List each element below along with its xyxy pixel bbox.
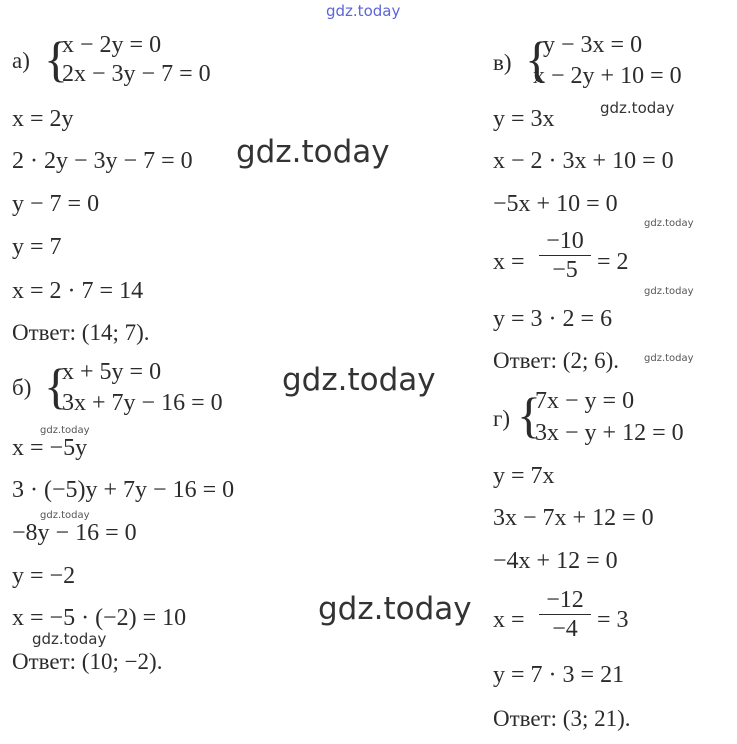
fraction-bar <box>539 255 591 256</box>
step-a-4: y = 7 <box>12 234 62 260</box>
step-b-4: y = −2 <box>12 563 76 589</box>
step-a-1: x = 2y <box>12 106 74 132</box>
brace-icon: { <box>44 31 68 87</box>
step-a-3: y − 7 = 0 <box>12 191 100 217</box>
answer-b: Ответ: (10; −2). <box>12 649 163 674</box>
brace-icon: { <box>517 387 541 443</box>
part-label-a: а) <box>12 48 30 73</box>
step-v-2: x − 2 · 3x + 10 = 0 <box>493 148 674 174</box>
fraction-v-numerator: −10 <box>546 228 584 254</box>
part-label-b: б) <box>12 375 32 400</box>
step-v-last: y = 3 · 2 = 6 <box>493 306 613 332</box>
system-v-eq1: y − 3x = 0 <box>543 32 643 58</box>
system-b-eq2: 3x + 7y − 16 = 0 <box>62 390 223 416</box>
fraction-v-suffix: = 2 <box>597 249 629 275</box>
step-a-5: x = 2 · 7 = 14 <box>12 278 144 304</box>
answer-g: Ответ: (3; 21). <box>493 706 631 731</box>
fraction-v-body <box>539 228 591 283</box>
fraction-g-denominator: −4 <box>552 616 578 642</box>
step-g-last: y = 7 · 3 = 21 <box>493 662 625 688</box>
fraction-g-prefix: x = <box>493 607 525 633</box>
watermark-medium: gdz.today <box>32 630 107 648</box>
brace-icon: { <box>44 358 68 414</box>
system-a-eq1: x − 2y = 0 <box>62 32 162 58</box>
watermark-top: gdz.today <box>326 2 401 20</box>
part-label-v: в) <box>493 50 512 75</box>
watermark-small: gdz.today <box>644 286 694 297</box>
watermark-large: gdz.today <box>282 362 436 398</box>
watermark-small: gdz.today <box>40 510 90 521</box>
watermark-small: gdz.today <box>644 353 694 364</box>
fraction-g-body <box>539 587 591 642</box>
system-g-eq1: 7x − y = 0 <box>535 388 635 414</box>
step-g-2: 3x − 7x + 12 = 0 <box>493 505 654 531</box>
fraction-v-prefix: x = <box>493 249 525 275</box>
fraction-g-suffix: = 3 <box>597 607 629 633</box>
step-b-2: 3 · (−5)y + 7y − 16 = 0 <box>12 477 235 503</box>
watermark-small: gdz.today <box>644 218 694 229</box>
step-b-3: −8y − 16 = 0 <box>12 520 137 546</box>
fraction-v-denominator: −5 <box>552 257 578 283</box>
answer-v: Ответ: (2; 6). <box>493 348 619 373</box>
system-v-eq2: x − 2y + 10 = 0 <box>533 63 682 89</box>
system-a-eq2: 2x − 3y − 7 = 0 <box>62 61 211 87</box>
step-b-5: x = −5 · (−2) = 10 <box>12 605 187 631</box>
step-g-3: −4x + 12 = 0 <box>493 548 618 574</box>
fraction-v <box>493 228 653 292</box>
watermark-large: gdz.today <box>318 591 472 627</box>
brace-icon: { <box>525 31 549 87</box>
system-g-eq2: 3x − y + 12 = 0 <box>535 420 684 446</box>
answer-a: Ответ: (14; 7). <box>12 320 150 345</box>
watermark-small: gdz.today <box>40 425 90 436</box>
step-v-3: −5x + 10 = 0 <box>493 191 618 217</box>
watermark-large: gdz.today <box>236 134 390 170</box>
system-b-eq1: x + 5y = 0 <box>62 359 162 385</box>
step-b-1: x = −5y <box>12 435 88 461</box>
watermark-medium: gdz.today <box>600 99 675 117</box>
part-label-g: г) <box>493 406 511 431</box>
fraction-g <box>493 587 653 651</box>
step-a-2: 2 · 2y − 3y − 7 = 0 <box>12 148 193 174</box>
step-g-1: y = 7x <box>493 463 555 489</box>
step-v-1: y = 3x <box>493 106 555 132</box>
fraction-bar <box>539 614 591 615</box>
fraction-g-numerator: −12 <box>546 587 584 613</box>
